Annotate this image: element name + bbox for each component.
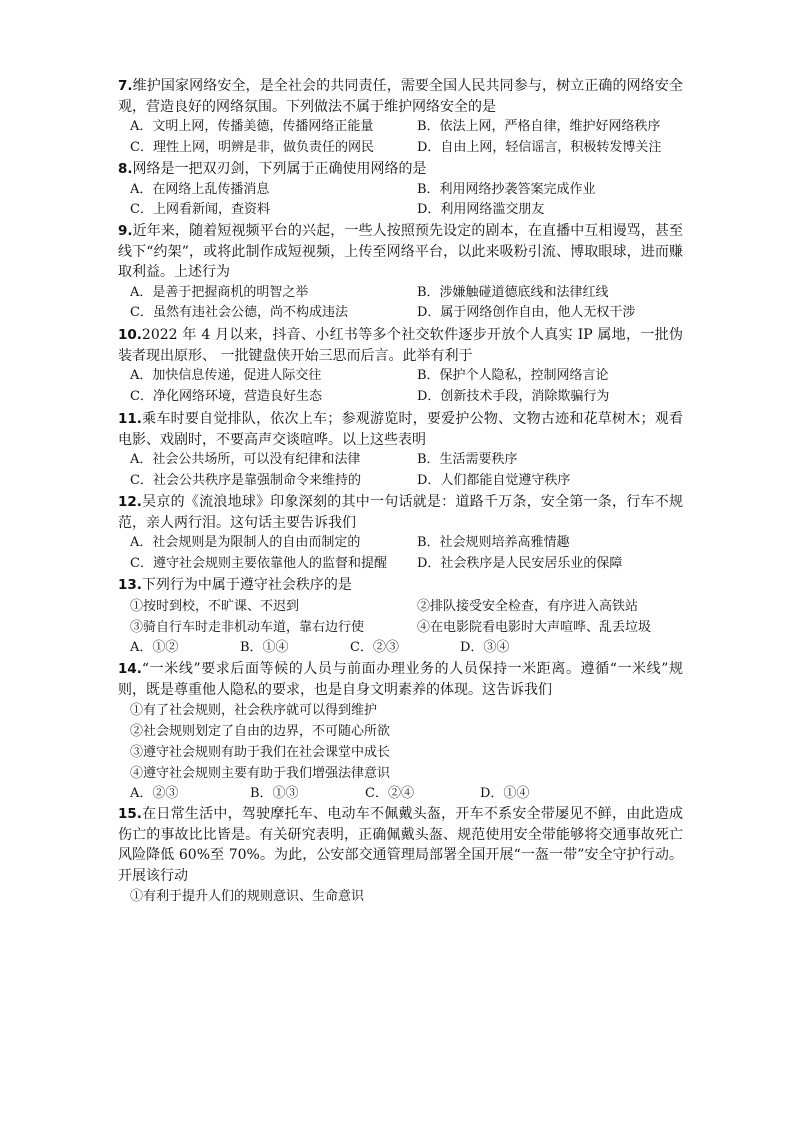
statement-1: ①有了社会规则，社会秩序就可以得到维护 [130,703,378,718]
question-stem: 维护国家网络安全，是全社会的共同责任，需要全国人民共同参与，树立正确的网络安全观，营造良好的网络氛围。下列做法不属于维护网络安全的是 [118,78,683,115]
statement-3: ③遵守社会规则有助于我们在社会课堂中成长 [130,745,391,760]
option-row [118,784,683,805]
statement-2: ②社会规则划定了自由的边界，不可随心所欲 [130,724,391,739]
option-grid [118,450,683,491]
question-stem: “一米线”要求后面等候的人员与前面办理业务的人员保持一米距离。遵循“一米线”规则，既是尊重他人隐私的要求，也是自身文明素养的体现。这告诉我们 [118,661,683,698]
question-stem: 吴京的《流浪地球》印象深刻的其中一句话就是：道路千万条，安全第一条，行车不规范，亲人两行泪。这句话主要告诉我们 [118,494,683,531]
question-number: 9. [118,223,133,239]
option-c: C．遵守社会规则主要依靠他人的监督和提醒 [130,555,387,571]
option-a: A．②③ [130,786,179,801]
option-d: D．①④ [480,786,530,801]
statement-4: ④在电影院看电影时大声喧哗、乱丢垃圾 [417,619,652,635]
question-stem: 2022 年 4 月以来，抖音、小红书等多个社交软件逐步开放个人真实 IP 属地，一批伪装者现出原形、 一批键盘侠开始三思而后言。此举有利于 [118,327,683,364]
question-10 [118,325,683,407]
option-d: D．人们都能自觉遵守秩序 [417,472,571,488]
statement-1: ①按时到校，不旷课、不迟到 [130,598,300,614]
option-c: C．净化网络环境，营造良好生态 [130,388,322,404]
statement-2: ②排队接受安全检查，有序进入高铁站 [417,598,639,614]
question-12 [118,492,683,574]
question-7 [118,76,683,158]
question-stem: 近年来，随着短视频平台的兴起，一些人按照预先设定的剧本，在直播中互相谩骂，甚至线下“约架”，或将此制作成短视频，上传至网络平台，以此来吸粉引流、博取眼球，进而赚取利益。上述行为 [118,223,683,280]
option-a: A．社会规则是为限制人的自由而制定的 [130,535,361,550]
option-b: B．保护个人隐私，控制网络言论 [417,368,609,383]
question-13 [118,575,683,658]
question-9 [118,221,683,324]
option-b: B．利用网络抄袭答案完成作业 [417,181,596,197]
question-number: 8. [118,161,133,177]
option-c: C．上网看新闻，查资料 [130,202,270,217]
statement-1: ①有利于提升人们的规则意识、生命意识 [130,889,365,904]
question-15 [118,804,683,907]
option-c: C．②④ [365,786,414,801]
option-c: C．社会公共秩序是靠强制命令来维持的 [130,472,361,488]
question-8 [118,159,683,221]
question-number: 10. [118,327,142,343]
option-d: D．创新技术手段，消除欺骗行为 [417,388,610,404]
option-d: D．自由上网，轻信谣言，积极转发博关注 [417,139,662,155]
option-b: B．依法上网，严格自律，维护好网络秩序 [417,119,661,134]
question-number: 11. [118,411,142,427]
option-a: A．是善于把握商机的明智之举 [130,284,309,300]
option-c: C．②③ [350,639,399,655]
question-stem: 乘车时要自觉排队，依次上车；参观游览时，要爱护公物、文物古迹和花草树木；观看电影、戏剧时，不要高声交谈喧哗。以上这些表明 [118,411,683,448]
option-b: B．涉嫌触碰道德底线和法律红线 [417,284,609,300]
option-a: A．①② [130,639,179,655]
statement-3: ③骑自行车时走非机动车道，靠右边行使 [130,619,365,635]
question-stem: 网络是一把双刃剑，下列属于正确使用网络的是 [132,161,427,177]
option-row [118,638,683,659]
option-a: A．在网络上乱传播消息 [130,181,270,197]
option-grid [118,283,683,324]
option-b: B．社会规则培养高雅情趣 [417,535,570,550]
question-11 [118,409,683,491]
option-a: A．文明上网，传播美德，传播网络正能量 [130,119,374,134]
option-d: D．利用网络滥交朋友 [417,202,545,217]
option-grid [118,533,683,574]
option-a: A．加快信息传递，促进人际交往 [130,368,322,383]
question-number: 14. [118,661,142,677]
option-grid [118,117,683,158]
question-stem: 在日常生活中，驾驶摩托车、电动车不佩戴头盔，开车不系安全带屡见不鲜，由此造成伤亡的事故比比皆是。有关研究表明，正确佩戴头盔、规范使用安全带能够将交通事故死亡风险降低 60%至 70%。为此，公安部交通管理局部署全国开展“一盔一带”安全守护行动。开展该行动 [118,806,683,884]
question-14 [118,659,683,805]
option-d: D．③④ [460,639,510,655]
option-d: D．社会秩序是人民安居乐业的保障 [417,555,623,571]
option-c: C．理性上网，明辨是非，做负责任的网民 [130,139,374,155]
option-c: C．虽然有违社会公德，尚不构成违法 [130,305,348,320]
option-grid [118,366,683,407]
option-a: A．社会公共场所，可以没有纪律和法律 [130,452,361,467]
statement-4: ④遵守社会规则主要有助于我们增强法律意识 [130,766,391,781]
statement-grid [118,596,683,638]
option-b: B．①④ [240,639,289,655]
option-b: B．生活需要秩序 [417,452,518,467]
question-number: 15. [118,806,142,822]
option-b: B．①③ [250,786,299,801]
question-number: 13. [118,577,142,593]
option-d: D．属于网络创作自由，他人无权干涉 [417,305,636,320]
question-number: 12. [118,494,142,510]
question-stem: 下列行为中属于遵守社会秩序的是 [141,577,352,593]
option-grid [118,180,683,221]
question-number: 7. [118,78,133,94]
